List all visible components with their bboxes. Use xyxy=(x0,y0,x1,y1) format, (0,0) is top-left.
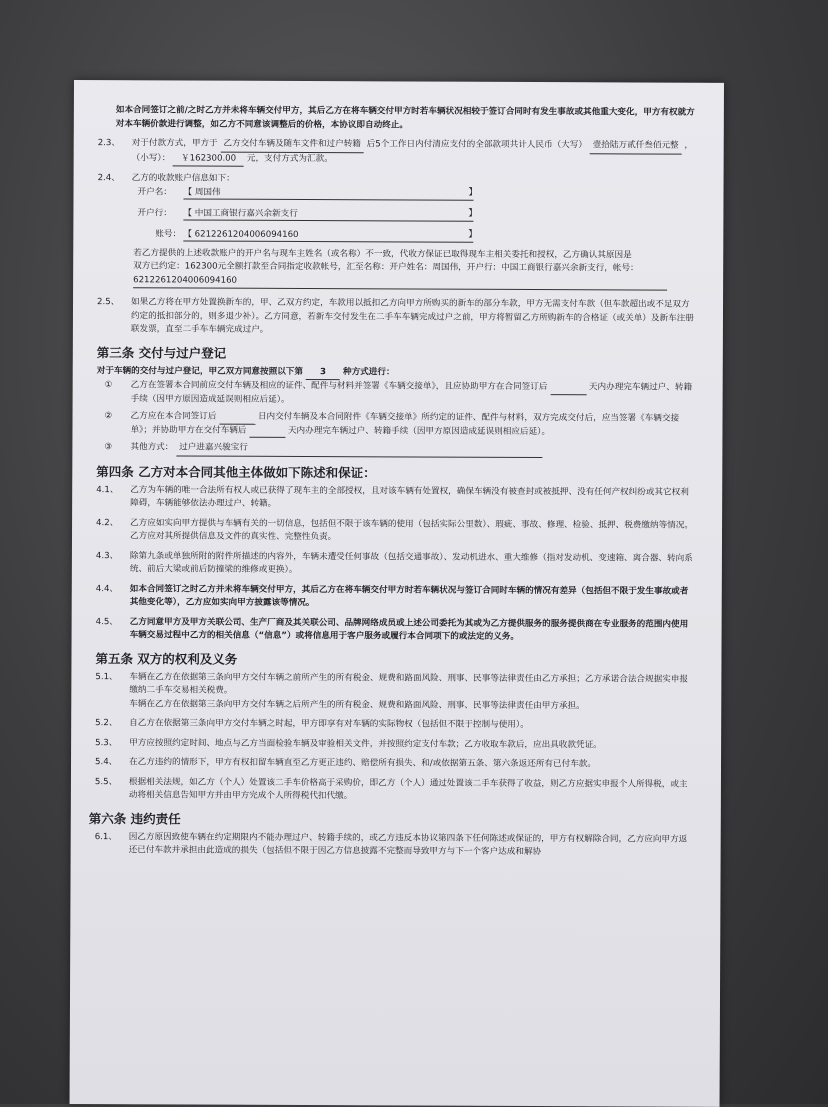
bank-value: 中国工商银行嘉兴余新支行 xyxy=(194,208,298,219)
clause-text: 因乙方原因致使车辆在约定期限内不能办理过户、转籍手续的，或乙方违反本协议第四条下任何陈述或保证的，甲方有权解除合同，乙方应向甲方返还已付车款并承担由此造成的损失（包括但不限于因乙方信息披露不完整而导致甲方与下一个客户达成和解协 xyxy=(128,831,688,858)
clause-text: 在乙方违约的情形下，甲方有权扣留车辆直至乙方更正违约、赔偿所有损失、和/或依据第五条、第六条返还所有已付车款。 xyxy=(129,757,597,770)
section-5-title: 第五条 双方的权利及义务 xyxy=(95,650,238,667)
option-text: 乙方在签署本合同前应交付车辆及相应的证件、配件与材料并签署《车辆交接单》，且应协助甲方在合同签订后 xyxy=(130,380,548,393)
clause-4-5 xyxy=(96,616,696,646)
option-text: 日内交付车辆及本合同附件《车辆交接单》所约定的证件、配件与材料，双方完成交付后，应当签署《车辆交接单》；并协助甲方在交付车辆后 xyxy=(130,411,680,436)
clause-text: 自乙方在依据第三条向甲方交付车辆之时起，甲方即享有对车辆的实际物权（包括但不限于控制与使用）。 xyxy=(129,718,529,730)
option-number: ② xyxy=(104,411,113,422)
option-number: ③ xyxy=(104,442,113,453)
clause-text: 如果乙方将在甲方处置换新车的，甲、乙双方约定，车款用以抵扣乙方向甲方所购买的新车的部分车款，甲方无需支付车款（但车款超出或不足双方约定的抵扣部分的，则多退少补）。乙方同意，若新车交付发生在二手车车辆完成过户之前，甲方将暂留乙方所购新车的合格证（或关单）及新车注册联发票，直至二手车车辆完成过户。 xyxy=(130,297,694,335)
option-text: 天内办理完车辆过户、转籍手续（因甲方原因造成延误则相应后延）。 xyxy=(287,425,551,437)
clause-text: 除第九条或单独所附的附件所描述的内容外，车辆未遭受任何事故（包括交通事故）、发动机进水、重大维修（指对发动机、变速箱、离合器、转向系统、前后大梁或前后防撞梁的维修或更换）。 xyxy=(129,550,693,575)
clause-2-5 xyxy=(97,296,697,339)
other-method-field: 过户进嘉兴骏宝行 xyxy=(176,441,542,457)
clause-number: 4.2、 xyxy=(96,517,119,528)
clause-text: 根据相关法规，如乙方（个人）处置该二手车价格高于采购价，即乙方（个人）通过处置该二手车获得了收益，则乙方应据实申报个人所得税，或主动将相关信息告知甲方并由甲方完成个人所得税代扣代缴。 xyxy=(128,776,688,802)
account-agreement-field: 双方已约定：162300元全额打款至合同指定收款帐号，汇至名称：开户姓名：周国伟，开户行：中国工商银行嘉兴余新支行，帐号：6212261204006094160 xyxy=(133,260,667,290)
clause-text: ，（小写）： xyxy=(131,140,694,163)
days-blank xyxy=(219,413,255,424)
clause-5-5 xyxy=(95,776,695,806)
days-blank xyxy=(249,427,285,438)
clause-text: 车辆在乙方在依据第三条向甲方交付车辆之前所产生的所有税金、规费和路面风险、刑事、民事等法律责任由乙方承担；乙方承诺合法合规据实申报缴纳二手车交易相关税费。 xyxy=(129,671,689,696)
clause-5-1 xyxy=(95,671,695,701)
clause-number: 2.3、 xyxy=(97,138,121,149)
clause-number: 5.4、 xyxy=(95,757,118,768)
clause-2-3 xyxy=(98,137,698,169)
lead-text: 种方式进行： xyxy=(342,366,395,377)
clause-text: 乙方的收款账户信息如下： xyxy=(131,173,235,184)
section-6-title: 第六条 违约责任 xyxy=(88,810,181,826)
clause-number: 4.1、 xyxy=(96,484,119,495)
clause-4-3 xyxy=(96,550,696,580)
clause-text: 后5个工作日内付清应支付的全部款项共计人民币（大写） xyxy=(366,139,587,151)
clause-number: 4.5、 xyxy=(95,616,118,627)
contract-page xyxy=(70,80,724,1107)
account-note: 若乙方提供的上述收款账户的开户名与现车主姓名（或名称）不一致，代收方保证已取得现车主相关委托和授权，乙方确认其原因是 xyxy=(133,247,632,260)
clause-number: 5.5、 xyxy=(94,776,118,787)
option-text: 天内办理完车辆过户、转籍手续（因甲方原因造成延误则相应后延）。 xyxy=(130,382,693,405)
account-name-label: 开户名： xyxy=(137,186,172,197)
contract-content xyxy=(71,80,724,860)
delivery-option-2 xyxy=(96,410,696,440)
clause-5-4 xyxy=(95,756,695,772)
account-name-row xyxy=(97,186,697,206)
payment-time-field: 乙方交付车辆及随车文件和过户转籍 xyxy=(220,138,364,153)
clause-number: 5.2、 xyxy=(95,718,118,729)
clause-text: 乙方应如实向甲方提供与车辆有关的一切信息，包括但不限于该车辆的使用（包括实际公里数）、瑕疵、事故、修理、检验、抵押、税费缴纳等情况。乙方应对其所提供信息及文件的真实性、完整性负责。 xyxy=(129,517,693,543)
amount-uppercase-field: 壹拾陆万贰仟叁佰元整 xyxy=(590,139,682,154)
section-4-title: 第四条 乙方对本合同其他主体做如下陈述和保证： xyxy=(96,463,376,480)
clause-text: 元，支付方式为汇款。 xyxy=(246,153,333,164)
amount-numeric-field: ￥162300.00 xyxy=(173,152,244,167)
section-3-title: 第三条 交付与过户登记 xyxy=(96,344,227,361)
account-number-value: 6212261204006094160 xyxy=(194,229,299,240)
lead-text: 对于车辆的交付与过户登记，甲乙双方同意按照以下第 xyxy=(96,365,304,377)
clause-number: 4.4、 xyxy=(95,583,119,594)
option-label: 其他方式： xyxy=(130,442,174,453)
account-number-field: 【 6212261204006094160 】 xyxy=(183,228,473,242)
bank-field: 【 中国工商银行嘉兴余新支行 】 xyxy=(183,207,473,221)
bank-row xyxy=(97,207,697,227)
bank-label: 开户行： xyxy=(137,207,172,218)
clause-5-2 xyxy=(95,717,695,733)
clause-5-1-continued: 车辆在乙方在依据第三条向甲方交付车辆之后所产生的所有税金、规费和路面风险、刑事、民事等法律责任由甲方承担。 xyxy=(129,698,585,711)
clause-4-1 xyxy=(96,484,696,514)
clause-number: 2.5、 xyxy=(97,297,120,308)
account-name-field: 【 周国伟 】 xyxy=(183,186,473,200)
clause-number: 4.3、 xyxy=(95,550,119,561)
delivery-option-1 xyxy=(97,379,697,409)
clause-number: 2.4、 xyxy=(97,173,120,184)
clause-number: 5.3、 xyxy=(95,737,118,748)
delivery-option-3 xyxy=(96,441,696,458)
clause-number: 5.1、 xyxy=(95,671,118,682)
option-number: ① xyxy=(104,380,113,391)
option-text: 乙方应在本合同签订后 xyxy=(130,411,217,422)
days-blank xyxy=(550,384,586,395)
clause-text: 如本合同签订之时乙方并未将车辆交付甲方，其后乙方在将车辆交付甲方时若车辆状况与签订合同时车辆的情况有差异（包括但不限于发生事故或者其他变化等），乙方应如实向甲方披露该等情况。 xyxy=(129,583,689,609)
clause-text: 对于付款方式，甲方于 xyxy=(131,138,218,149)
intro-bold-paragraph: 如本合同签订之前/之时乙方并未将车辆交付甲方，其后乙方在将车辆交付甲方时若车辆状况相较于签订合同时有发生事故或其他重大变化，甲方有权就方对本车辆价款进行调整，如乙方不同意该调整后的价格，本协议即自动终止。 xyxy=(115,105,695,130)
account-number-row xyxy=(97,228,697,248)
clause-text: 甲方应按照约定时间、地点与乙方当面检验车辆及审验相关文件，并按照约定支付车款；乙方收取车款后，应出具收款凭证。 xyxy=(129,737,602,750)
clause-number: 6.1、 xyxy=(94,831,117,842)
clause-4-4 xyxy=(96,583,696,613)
account-name-value: 周国伟 xyxy=(194,187,221,198)
clause-5-3 xyxy=(95,737,695,753)
account-number-label: 账号： xyxy=(155,228,182,239)
clause-text: 乙方为车辆的唯一合法所有权人或已获得了现车主的全部授权，且对该车辆有处置权，确保车辆没有被查封或被抵押、没有任何产权纠纷或其它权利障碍，车辆能够依法办理过户、转籍。 xyxy=(130,484,689,509)
clause-4-2 xyxy=(96,517,696,547)
clause-6-1 xyxy=(95,831,695,861)
delivery-method-field: 3 xyxy=(306,366,340,381)
clause-text: 乙方同意甲方及甲方关联公司、生产厂商及其关联公司、品牌网络成员或上述公司委托为其或为乙方提供服务的服务提供商在专业服务的范围内使用车辆交易过程中乙方的相关信息（“信息”）或将信息用于客户服务或履行本合同项下的或法定的义务。 xyxy=(129,616,689,642)
